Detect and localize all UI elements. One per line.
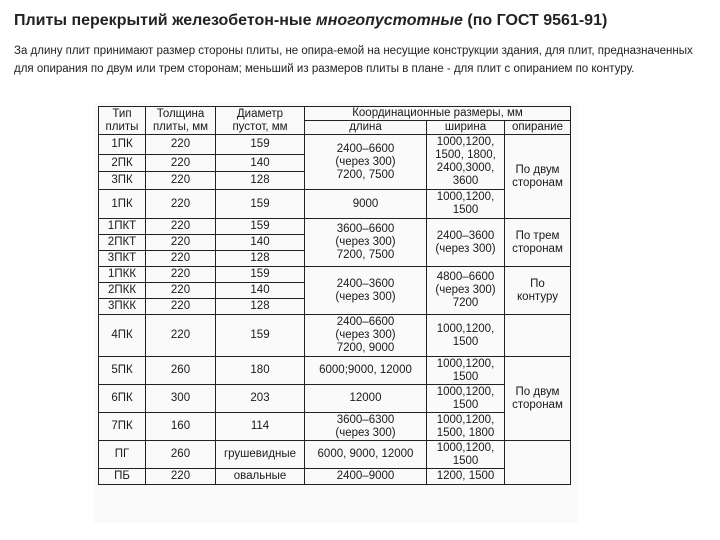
- table-row: [99, 267, 571, 283]
- cell-type: 7ПК: [99, 413, 146, 441]
- cell-diameter: 159: [216, 190, 305, 219]
- cell-length: 3600–6600 (через 300) 7200, 7500: [305, 219, 427, 267]
- cell-support: По трем сторонам: [505, 219, 571, 267]
- cell-type: 2ПК: [99, 155, 146, 172]
- table-row: [99, 315, 571, 357]
- cell-diameter: 159: [216, 219, 305, 235]
- cell-type: 2ПКК: [99, 283, 146, 299]
- cell-thickness: 260: [146, 357, 216, 385]
- table-row: [99, 190, 571, 219]
- cell-thickness: 220: [146, 155, 216, 172]
- cell-type: ПБ: [99, 469, 146, 485]
- header-width: ширина: [427, 121, 505, 135]
- cell-length: 9000: [305, 190, 427, 219]
- cell-width: 1000,1200, 1500: [427, 385, 505, 413]
- header-thickness: Толщина плиты, мм: [146, 107, 216, 135]
- cell-diameter: овальные: [216, 469, 305, 485]
- cell-type: 1ПК: [99, 135, 146, 155]
- intro-paragraph: За длину плит принимают размер стороны плиты, не опира-емой на несущие конструкции здания, для плит, предназначенных для опирания по двум или трем сторонам; меньший из размеров плиты в плане - для плит с опиранием по контуру.: [14, 45, 693, 75]
- table-row: [99, 357, 571, 385]
- header-type: Тип плиты: [99, 107, 146, 135]
- cell-length: 2400–6600 (через 300) 7200, 9000: [305, 315, 427, 357]
- cell-diameter: 140: [216, 235, 305, 251]
- cell-diameter: 159: [216, 267, 305, 283]
- cell-length: 6000, 9000, 12000: [305, 441, 427, 469]
- cell-length: 2400–9000: [305, 469, 427, 485]
- cell-thickness: 220: [146, 190, 216, 219]
- title-main: Плиты перекрытий железобетон-ные: [14, 12, 316, 29]
- cell-thickness: 220: [146, 283, 216, 299]
- cell-thickness: 220: [146, 172, 216, 190]
- cell-width: 1000,1200, 1500: [427, 357, 505, 385]
- cell-thickness: 220: [146, 251, 216, 267]
- cell-width: 4800–6600 (через 300) 7200: [427, 267, 505, 315]
- header-diameter: Диаметр пустот, мм: [216, 107, 305, 135]
- cell-width: 1000,1200, 1500: [427, 315, 505, 357]
- table-row: [99, 219, 571, 235]
- cell-support: По двум сторонам: [505, 357, 571, 441]
- cell-width: 1000,1200, 1500, 1800, 2400,3000, 3600: [427, 135, 505, 190]
- cell-type: 3ПКТ: [99, 251, 146, 267]
- cell-width: 1000,1200, 1500, 1800: [427, 413, 505, 441]
- cell-type: 4ПК: [99, 315, 146, 357]
- cell-thickness: 220: [146, 135, 216, 155]
- gost-table: [98, 106, 571, 485]
- cell-width: 1200, 1500: [427, 469, 505, 485]
- cell-thickness: 300: [146, 385, 216, 413]
- cell-thickness: 220: [146, 315, 216, 357]
- cell-type: 6ПК: [99, 385, 146, 413]
- cell-length: 2400–3600 (через 300): [305, 267, 427, 315]
- cell-length: 3600–6300 (через 300): [305, 413, 427, 441]
- cell-thickness: 220: [146, 219, 216, 235]
- table-row: [99, 441, 571, 469]
- cell-diameter: 159: [216, 135, 305, 155]
- cell-support: По двум сторонам: [505, 135, 571, 219]
- cell-length: 12000: [305, 385, 427, 413]
- title-italic: многопустотные: [315, 12, 463, 29]
- cell-thickness: 160: [146, 413, 216, 441]
- cell-diameter: 203: [216, 385, 305, 413]
- header-coord: Координационные размеры, мм: [305, 107, 571, 121]
- cell-thickness: 220: [146, 267, 216, 283]
- cell-type: 5ПК: [99, 357, 146, 385]
- cell-width: 1000,1200, 1500: [427, 190, 505, 219]
- cell-diameter: 114: [216, 413, 305, 441]
- cell-type: 3ПКК: [99, 299, 146, 315]
- cell-width: 2400–3600 (через 300): [427, 219, 505, 267]
- header-length: длина: [305, 121, 427, 135]
- cell-thickness: 220: [146, 299, 216, 315]
- header-support: опирание: [505, 121, 571, 135]
- table-row: [99, 135, 571, 155]
- table-row: [99, 385, 571, 413]
- cell-diameter: 128: [216, 172, 305, 190]
- cell-type: ПГ: [99, 441, 146, 469]
- cell-support-empty: [505, 441, 571, 485]
- cell-type: 1ПК: [99, 190, 146, 219]
- cell-thickness: 220: [146, 235, 216, 251]
- cell-length: 6000;9000, 12000: [305, 357, 427, 385]
- title-tail: (по ГОСТ 9561-91): [462, 12, 608, 29]
- cell-diameter: 180: [216, 357, 305, 385]
- cell-length: 2400–6600 (через 300) 7200, 7500: [305, 135, 427, 190]
- page-title: [14, 12, 607, 30]
- cell-type: 1ПКК: [99, 267, 146, 283]
- cell-thickness: 260: [146, 441, 216, 469]
- cell-type: 3ПК: [99, 172, 146, 190]
- cell-width: 1000,1200, 1500: [427, 441, 505, 469]
- cell-diameter: грушевидные: [216, 441, 305, 469]
- table-row: [99, 469, 571, 485]
- cell-type: 1ПКТ: [99, 219, 146, 235]
- cell-type: 2ПКТ: [99, 235, 146, 251]
- cell-diameter: 128: [216, 299, 305, 315]
- cell-diameter: 159: [216, 315, 305, 357]
- cell-diameter: 128: [216, 251, 305, 267]
- cell-thickness: 220: [146, 469, 216, 485]
- cell-diameter: 140: [216, 155, 305, 172]
- header-row: [99, 107, 571, 121]
- cell-diameter: 140: [216, 283, 305, 299]
- cell-support-empty: [505, 315, 571, 357]
- table-row: [99, 413, 571, 441]
- cell-support: По контуру: [505, 267, 571, 315]
